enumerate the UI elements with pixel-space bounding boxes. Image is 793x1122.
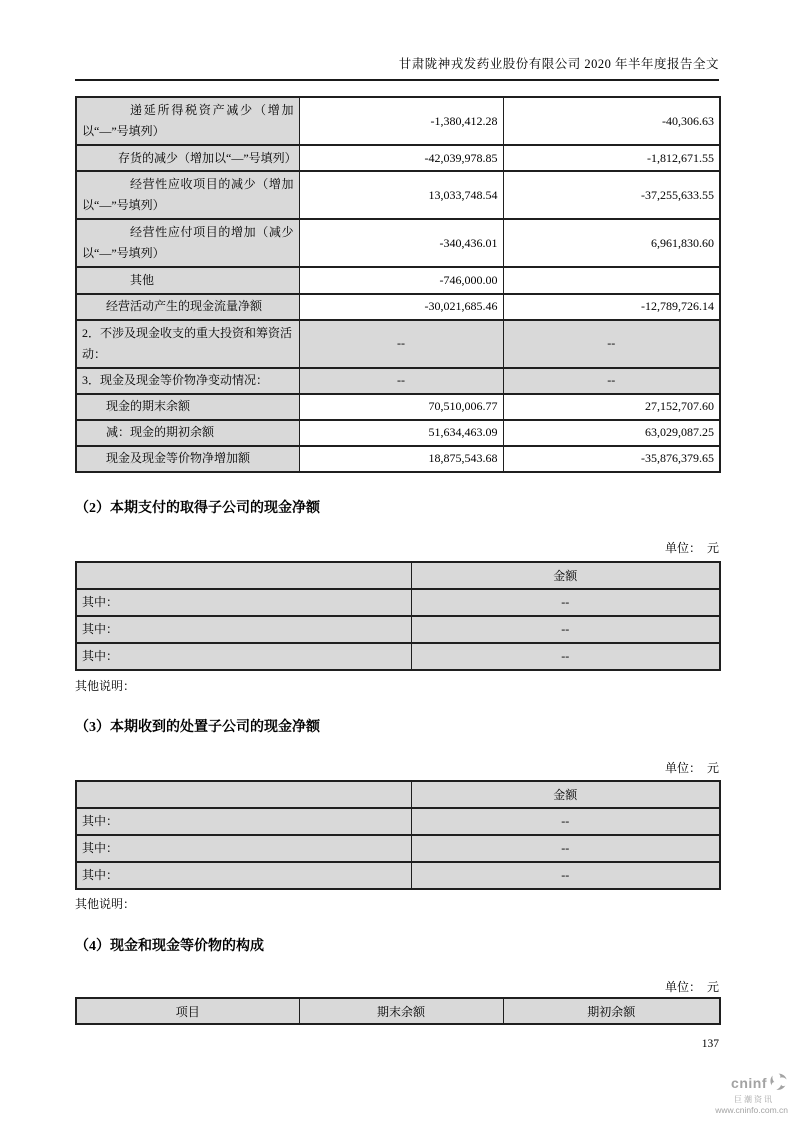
cninfo-chinese-name: 巨潮资讯 <box>734 1094 774 1104</box>
blank-header-cell <box>76 562 411 589</box>
item-label-cell: 现金的期末余额 <box>76 394 299 420</box>
current-period-value-cell: -746,000.00 <box>299 267 503 293</box>
prior-period-value-cell: -37,255,633.55 <box>503 171 720 219</box>
prior-period-value-cell <box>503 267 720 293</box>
cash-equivalents-composition-table <box>75 997 721 1025</box>
table-header-row <box>76 781 720 808</box>
cninfo-url: www.cninfo.com.cn <box>715 1104 788 1115</box>
prior-period-value-cell: 27,152,707.60 <box>503 394 720 420</box>
item-label-cell: 3．现金及现金等价物净变动情况： <box>76 368 299 394</box>
table-row <box>76 862 720 889</box>
table-row <box>76 808 720 835</box>
prior-period-value-cell: -1,812,671.55 <box>503 145 720 171</box>
table-row <box>76 97 720 145</box>
table-header-row <box>76 562 720 589</box>
prior-period-value-cell: -- <box>503 368 720 394</box>
unit-label: 单位： 元 <box>664 541 719 555</box>
current-period-value-cell: 70,510,006.77 <box>299 394 503 420</box>
ending-balance-header: 期末余额 <box>299 998 503 1024</box>
amount-column-header: 金额 <box>411 562 720 589</box>
prior-period-value-cell: -40,306.63 <box>503 97 720 145</box>
amount-value-cell: -- <box>411 643 720 670</box>
cninfo-logo <box>688 1072 788 1115</box>
current-period-value-cell: 18,875,543.68 <box>299 446 503 472</box>
current-period-value-cell: -- <box>299 368 503 394</box>
section-2-title: （2）本期支付的取得子公司的现金净额 <box>75 501 320 516</box>
item-label-cell: 存货的减少（增加以“—”号填列） <box>76 145 299 171</box>
other-notes-label: 其他说明： <box>75 679 136 693</box>
item-label-cell: 其他 <box>76 267 299 293</box>
cninfo-swirl-icon <box>769 1072 788 1096</box>
item-label-cell: 其中： <box>76 808 411 835</box>
table-row <box>76 643 720 670</box>
item-label-cell: 经营性应收项目的减少（增加以“—”号填列） <box>76 171 299 219</box>
item-label-cell: 其中： <box>76 616 411 643</box>
prior-period-value-cell: -- <box>503 320 720 368</box>
other-notes-label: 其他说明： <box>75 897 136 911</box>
item-label-cell: 现金及现金等价物净增加额 <box>76 446 299 472</box>
table-row <box>76 394 720 420</box>
document-header-title: 甘肃陇神戎发药业股份有限公司 2020 年半年度报告全文 <box>398 57 719 71</box>
item-label-cell: 减：现金的期初余额 <box>76 420 299 446</box>
current-period-value-cell: -340,436.01 <box>299 219 503 267</box>
current-period-value-cell: -30,021,685.46 <box>299 294 503 320</box>
amount-value-cell: -- <box>411 616 720 643</box>
table-row <box>76 589 720 616</box>
beginning-balance-header: 期初余额 <box>503 998 720 1024</box>
table-row <box>76 219 720 267</box>
current-period-value-cell: 51,634,463.09 <box>299 420 503 446</box>
table-row <box>76 835 720 862</box>
supplementary-cash-flow-table <box>75 96 721 473</box>
item-label-cell: 其中： <box>76 835 411 862</box>
blank-header-cell <box>76 781 411 808</box>
amount-value-cell: -- <box>411 808 720 835</box>
table-row <box>76 368 720 394</box>
table-header-row <box>76 998 720 1024</box>
table-row <box>76 267 720 293</box>
table-row <box>76 616 720 643</box>
disposed-subsidiary-cash-table <box>75 780 721 890</box>
item-label-cell: 其中： <box>76 589 411 616</box>
current-period-value-cell: -- <box>299 320 503 368</box>
amount-value-cell: -- <box>411 835 720 862</box>
table-row <box>76 420 720 446</box>
current-period-value-cell: 13,033,748.54 <box>299 171 503 219</box>
prior-period-value-cell: 63,029,087.25 <box>503 420 720 446</box>
unit-label: 单位： 元 <box>664 980 719 994</box>
page-number: 137 <box>701 1038 719 1050</box>
item-label-cell: 其中： <box>76 862 411 889</box>
unit-label: 单位： 元 <box>664 761 719 775</box>
item-label-cell: 其中： <box>76 643 411 670</box>
table-row <box>76 171 720 219</box>
current-period-value-cell: -42,039,978.85 <box>299 145 503 171</box>
amount-column-header: 金额 <box>411 781 720 808</box>
table-row <box>76 320 720 368</box>
item-column-header: 项目 <box>76 998 299 1024</box>
item-label-cell: 递延所得税资产减少（增加以“—”号填列） <box>76 97 299 145</box>
section-4-title: （4）现金和现金等价物的构成 <box>75 939 264 954</box>
table-row <box>76 446 720 472</box>
document-header <box>75 56 719 81</box>
prior-period-value-cell: -12,789,726.14 <box>503 294 720 320</box>
amount-value-cell: -- <box>411 862 720 889</box>
amount-value-cell: -- <box>411 589 720 616</box>
item-label-cell: 经营性应付项目的增加（减少以“—”号填列） <box>76 219 299 267</box>
table-row <box>76 294 720 320</box>
item-label-cell: 经营活动产生的现金流量净额 <box>76 294 299 320</box>
acquired-subsidiary-cash-table <box>75 561 721 671</box>
prior-period-value-cell: 6,961,830.60 <box>503 219 720 267</box>
section-3-title: （3）本期收到的处置子公司的现金净额 <box>75 720 320 735</box>
table-row <box>76 145 720 171</box>
cninfo-brand-text: cninf <box>731 1075 767 1092</box>
prior-period-value-cell: -35,876,379.65 <box>503 446 720 472</box>
current-period-value-cell: -1,380,412.28 <box>299 97 503 145</box>
item-label-cell: 2．不涉及现金收支的重大投资和筹资活动： <box>76 320 299 368</box>
